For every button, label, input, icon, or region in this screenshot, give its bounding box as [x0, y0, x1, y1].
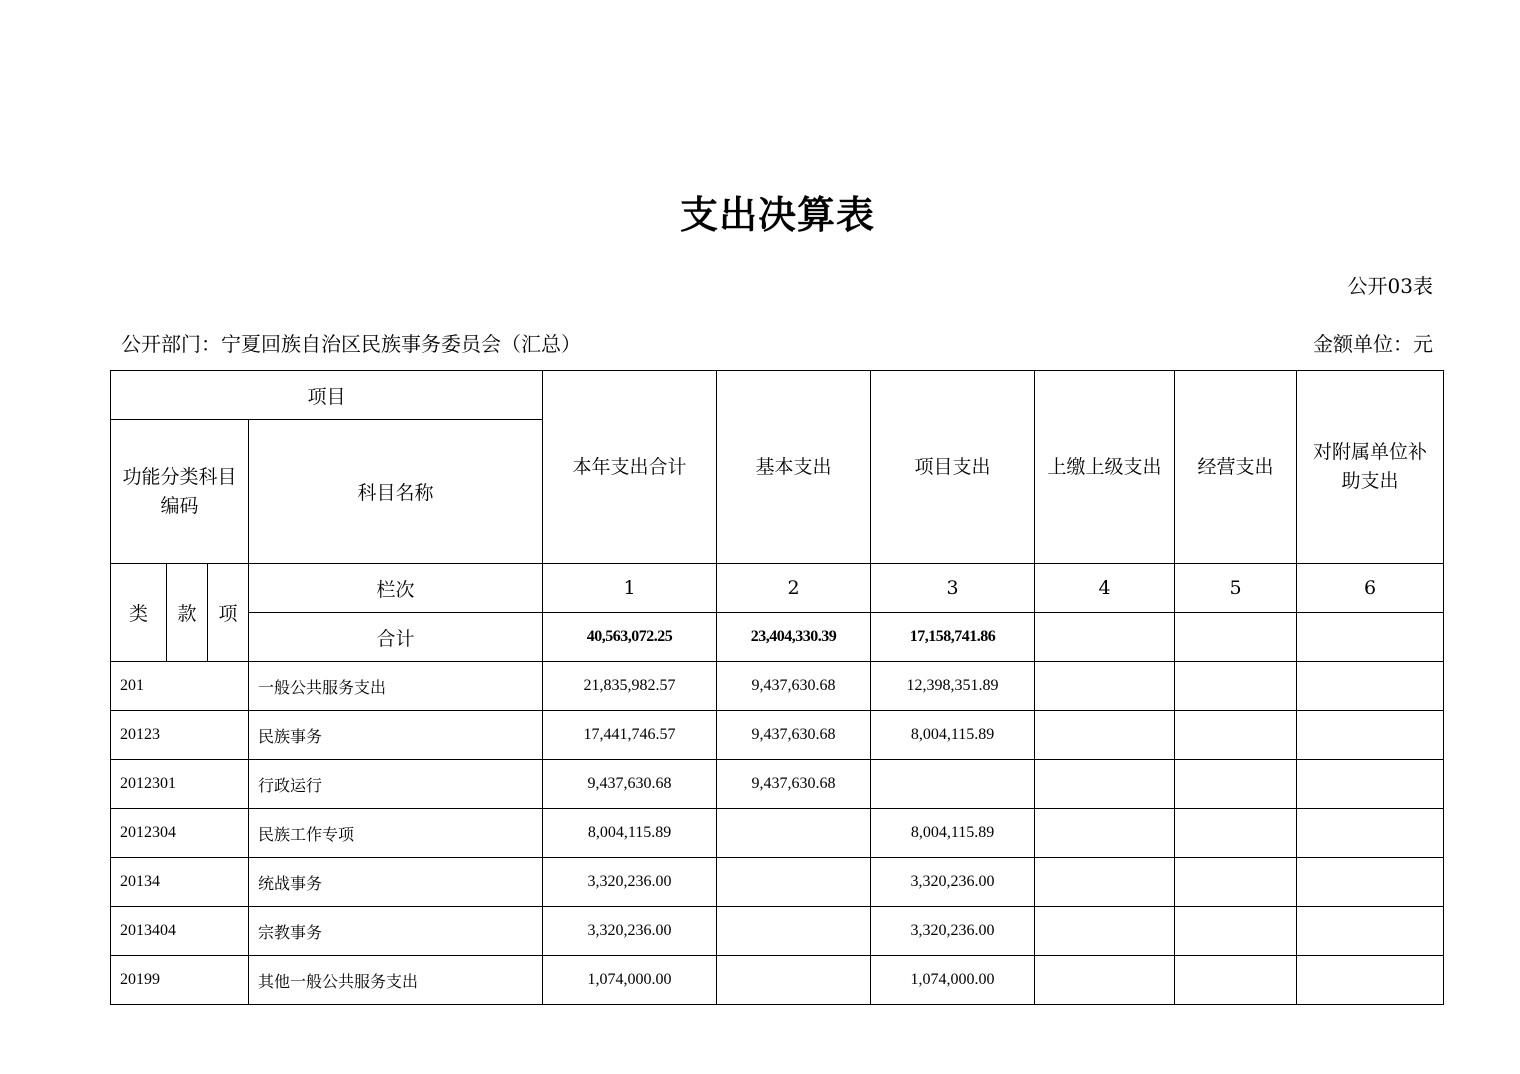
table-row — [111, 907, 1444, 956]
header-kuan: 款 — [167, 564, 208, 662]
row-value — [1297, 662, 1444, 711]
row-name: 统战事务 — [249, 858, 543, 907]
row-value: 1,074,000.00 — [543, 956, 717, 1005]
row-value — [1175, 907, 1297, 956]
total-value — [1297, 613, 1444, 662]
row-name: 行政运行 — [249, 760, 543, 809]
row-value: 9,437,630.68 — [717, 662, 871, 711]
row-value — [1035, 956, 1175, 1005]
row-value: 9,437,630.68 — [543, 760, 717, 809]
row-value: 3,320,236.00 — [871, 907, 1035, 956]
row-value — [1035, 662, 1175, 711]
row-name: 宗教事务 — [249, 907, 543, 956]
row-value — [1297, 907, 1444, 956]
header-lei: 类 — [111, 564, 167, 662]
table-row — [111, 662, 1444, 711]
header-subject-name: 科目名称 — [249, 420, 543, 564]
row-value — [717, 858, 871, 907]
header-col-3: 项目支出 — [871, 371, 1035, 564]
row-value: 12,398,351.89 — [871, 662, 1035, 711]
row-value — [717, 956, 871, 1005]
row-value — [1035, 907, 1175, 956]
row-code: 2013404 — [111, 907, 249, 956]
table-row — [111, 858, 1444, 907]
row-code: 20199 — [111, 956, 249, 1005]
row-value — [1297, 858, 1444, 907]
row-value — [717, 809, 871, 858]
lanci-number: 5 — [1175, 564, 1297, 613]
lanci-number: 2 — [717, 564, 871, 613]
row-value — [1175, 662, 1297, 711]
row-value: 8,004,115.89 — [543, 809, 717, 858]
header-xiang: 项 — [208, 564, 249, 662]
total-value — [1175, 613, 1297, 662]
row-value — [1175, 711, 1297, 760]
header-project: 项目 — [111, 371, 543, 420]
row-name: 民族事务 — [249, 711, 543, 760]
total-value: 40,563,072.25 — [543, 613, 717, 662]
header-col-1: 本年支出合计 — [543, 371, 717, 564]
row-value — [1175, 760, 1297, 809]
row-value — [1175, 956, 1297, 1005]
row-name: 民族工作专项 — [249, 809, 543, 858]
row-value: 17,441,746.57 — [543, 711, 717, 760]
row-value — [1175, 858, 1297, 907]
row-value — [1297, 956, 1444, 1005]
row-code: 2012304 — [111, 809, 249, 858]
row-code: 201 — [111, 662, 249, 711]
total-value: 23,404,330.39 — [717, 613, 871, 662]
row-value: 3,320,236.00 — [871, 858, 1035, 907]
amount-unit-label: 金额单位：元 — [1313, 332, 1433, 356]
lanci-number: 4 — [1035, 564, 1175, 613]
row-value: 9,437,630.68 — [717, 760, 871, 809]
table-row — [111, 956, 1444, 1005]
row-value — [1297, 711, 1444, 760]
header-lanci: 栏次 — [249, 564, 543, 613]
page-title: 支出决算表 — [679, 192, 875, 237]
row-name: 其他一般公共服务支出 — [249, 956, 543, 1005]
row-value: 9,437,630.68 — [717, 711, 871, 760]
table-row — [111, 711, 1444, 760]
row-code: 20123 — [111, 711, 249, 760]
row-value: 3,320,236.00 — [543, 858, 717, 907]
row-value: 1,074,000.00 — [871, 956, 1035, 1005]
header-col-5: 经营支出 — [1175, 371, 1297, 564]
header-col-2: 基本支出 — [717, 371, 871, 564]
row-value — [1297, 809, 1444, 858]
total-label: 合计 — [249, 613, 543, 662]
lanci-number: 1 — [543, 564, 717, 613]
header-code-group: 功能分类科目编码 — [111, 420, 249, 564]
table-row — [111, 809, 1444, 858]
row-value — [717, 907, 871, 956]
row-value — [1035, 760, 1175, 809]
row-name: 一般公共服务支出 — [249, 662, 543, 711]
row-value: 8,004,115.89 — [871, 711, 1035, 760]
row-value — [1035, 809, 1175, 858]
total-value: 17,158,741.86 — [871, 613, 1035, 662]
row-code: 20134 — [111, 858, 249, 907]
total-value — [1035, 613, 1175, 662]
department-label: 公开部门：宁夏回族自治区民族事务委员会（汇总） — [121, 332, 581, 356]
row-code: 2012301 — [111, 760, 249, 809]
form-number: 公开03表 — [1347, 274, 1433, 298]
row-value — [1035, 711, 1175, 760]
row-value: 8,004,115.89 — [871, 809, 1035, 858]
row-value — [1175, 809, 1297, 858]
lanci-number: 6 — [1297, 564, 1444, 613]
lanci-number: 3 — [871, 564, 1035, 613]
row-value: 21,835,982.57 — [543, 662, 717, 711]
header-col-4: 上缴上级支出 — [1035, 371, 1175, 564]
row-value — [1297, 760, 1444, 809]
expenditure-table — [110, 370, 1444, 1005]
header-col-6: 对附属单位补助支出 — [1297, 371, 1444, 564]
row-value: 3,320,236.00 — [543, 907, 717, 956]
row-value — [1035, 858, 1175, 907]
row-value — [871, 760, 1035, 809]
table-row — [111, 760, 1444, 809]
